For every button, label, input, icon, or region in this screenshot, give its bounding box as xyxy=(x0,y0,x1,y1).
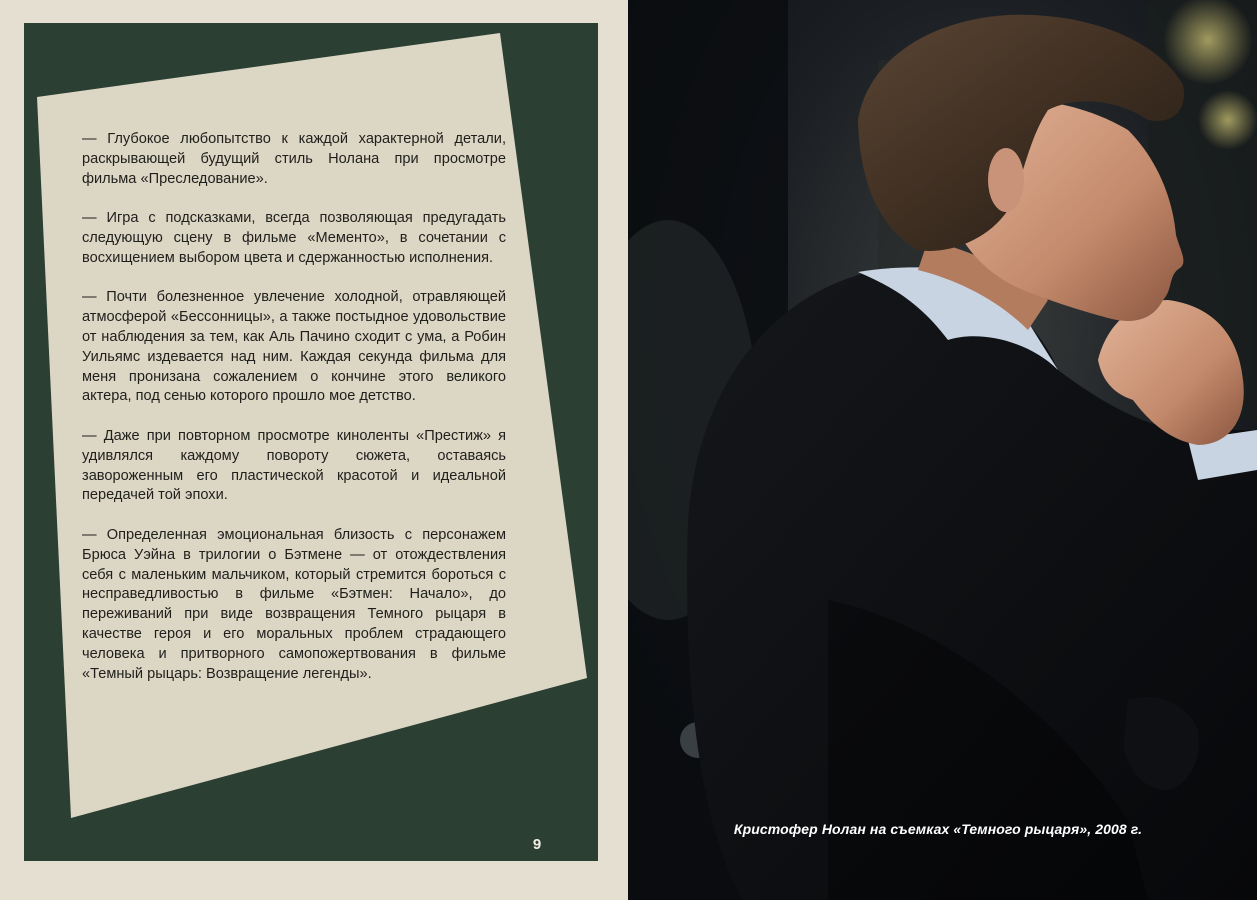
right-page xyxy=(628,0,1257,900)
paragraph-4: — Даже при повторном просмотре киноленты «Престиж» я удивлялся каждому повороту сюжета, оставаясь завороженным его пластической красотой и идеальной передачей той эпохи. xyxy=(82,427,506,504)
paragraph-3: — Почти болезненное увлечение холодной, отравляющей атмосферой «Бессонницы», а также постыдное удовольствие от наблюдения за тем, как Аль Пачино сходит с ума, а Робин Уильямс издевается над ним. Каждая секунда фильма для меня пронизана сожалением о кончине этого великого актера, под сенью которого прошло мое детство. xyxy=(82,289,506,405)
paragraph-2: — Игра с подсказками, всегда позволяющая предугадать следующую сцену в фильме «Мементо», в сочетании с восхищением выбором цвета и сдержанностью исполнения. xyxy=(82,210,506,266)
portrait-photo xyxy=(628,0,1257,900)
left-page xyxy=(0,0,628,900)
page-number: 9 xyxy=(532,836,542,853)
paragraph-1: — Глубокое любопытство к каждой характерной детали, раскрывающей будущий стиль Нолана при просмотре фильма «Преследование». xyxy=(82,131,506,187)
photo-caption: Кристофер Нолан на съемках «Темного рыцаря», 2008 г. xyxy=(733,821,1143,837)
text-block xyxy=(82,130,506,704)
paragraph-5: — Определенная эмоциональная близость с персонажем Брюса Уэйна в трилогии о Бэтмене — от отождествления себя с маленьким мальчиком, который стремится бороться с несправедливостью в фильме «Бэтмен: Начало», до переживаний при виде возвращения Темного рыцаря в качестве героя и его моральных проблем страдающего человека и притворного самопожертвования в фильме «Темный рыцарь: Возвращение легенды». xyxy=(82,526,506,682)
